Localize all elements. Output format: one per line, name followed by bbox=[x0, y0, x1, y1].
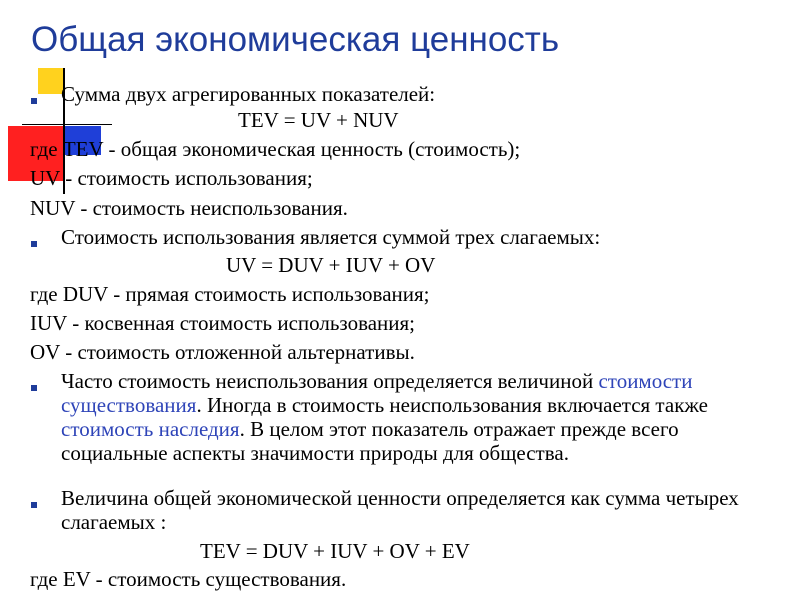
formula-text: UV = DUV + IUV + OV bbox=[226, 253, 436, 277]
bullet-marker bbox=[31, 98, 37, 104]
definition-line: NUV - стоимость неиспользования. bbox=[30, 196, 348, 220]
definition-line: UV - стоимость использования; bbox=[30, 166, 313, 190]
link-existence-value[interactable]: стоимости существования bbox=[61, 369, 693, 417]
paragraph-text: Величина общей экономической ценности определяется как сумма четырех слагаемых : bbox=[61, 486, 739, 534]
definition-line: где DUV - прямая стоимость использования; bbox=[30, 282, 430, 306]
slide-title: Общая экономическая ценность bbox=[31, 20, 560, 59]
definition-line: где EV - стоимость существования. bbox=[30, 567, 347, 591]
bullet-text: Сумма двух агрегированных показателей: bbox=[61, 82, 436, 106]
bullet-marker bbox=[31, 241, 37, 247]
link-heritage-value[interactable]: стоимость наследия bbox=[61, 417, 240, 441]
definition-line: где TEV - общая экономическая ценность (стоимость); bbox=[30, 137, 521, 161]
paragraph-text-part: . В целом этот показатель отражает прежде всего социальные аспекты значимости природы для общества. bbox=[61, 417, 679, 465]
definition-line: IUV - косвенная стоимость использования; bbox=[30, 311, 416, 335]
formula-text: TEV = UV + NUV bbox=[238, 108, 399, 132]
formula-text: TEV = DUV + IUV + OV + EV bbox=[200, 539, 470, 563]
paragraph-text-part: Часто стоимость неиспользования определяется величиной bbox=[61, 369, 599, 393]
definition-line: OV - стоимость отложенной альтернативы. bbox=[30, 340, 415, 364]
bullet-marker bbox=[31, 385, 37, 391]
bullet-marker bbox=[31, 502, 37, 508]
paragraph-text bbox=[61, 369, 776, 465]
decor-horizontal-line bbox=[22, 124, 112, 125]
paragraph-text-part: . Иногда в стоимость неиспользования включается также bbox=[196, 393, 708, 417]
bullet-text: Стоимость использования является суммой трех слагаемых: bbox=[61, 225, 601, 249]
